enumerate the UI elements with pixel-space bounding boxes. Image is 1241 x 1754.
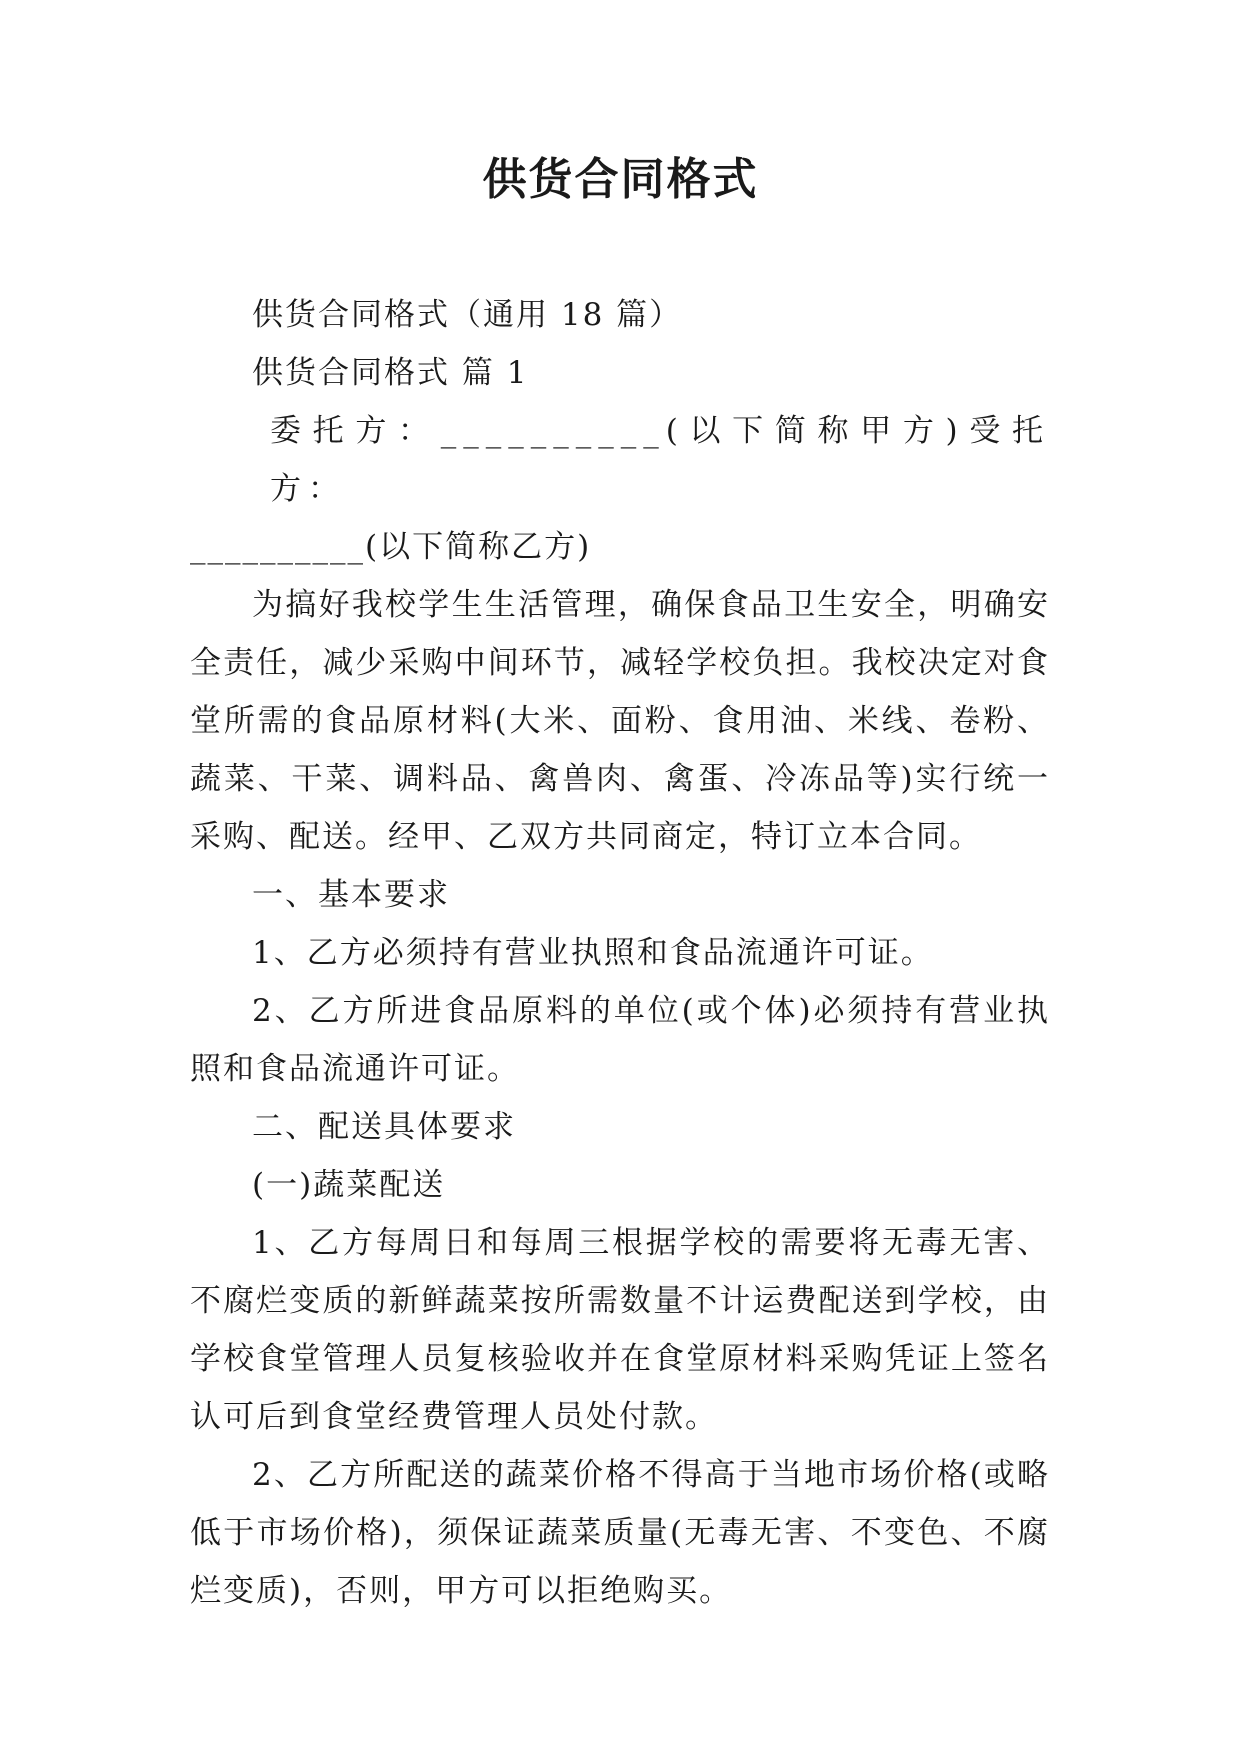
document-subtitle: 供货合同格式（通用 18 篇） [252, 297, 683, 333]
paragraph-requirement-2: 2、乙方所进食品原料的单位(或个体)必须持有营业执照和食品流通许可证。 [190, 993, 1050, 1087]
paragraph-requirement-1: 1、乙方必须持有营业执照和食品流通许可证。 [252, 935, 934, 971]
paragraph-vegetable-1: 1、乙方每周日和每周三根据学校的需要将无毒无害、不腐烂变质的新鲜蔬菜按所需数量不计运费配送到学校，由学校食堂管理人员复核验收并在食堂原材料采购凭证上签名认可后到食堂经费管理人员处付款。 [190, 1225, 1050, 1435]
section-heading: 供货合同格式 篇 1 [252, 355, 529, 391]
paragraph-vegetable-2: 2、乙方所配送的蔬菜价格不得高于当地市场价格(或略低于市场价格)，须保证蔬菜质量(无毒无害、不变色、不腐烂变质)，否则，甲方可以拒绝购买。 [190, 1457, 1050, 1609]
heading-basic-requirements: 一、基本要求 [252, 877, 450, 913]
document-body [190, 286, 1050, 1620]
document-title: 供货合同格式 [482, 154, 759, 205]
parties-line-1: 委托方：__________(以下简称甲方)受托方： [270, 413, 1050, 507]
parties-line-2: __________(以下简称乙方) [190, 529, 592, 565]
heading-delivery-requirements: 二、配送具体要求 [252, 1109, 516, 1145]
paragraph-intro: 为搞好我校学生生活管理，确保食品卫生安全，明确安全责任，减少采购中间环节，减轻学校负担。我校决定对食堂所需的食品原材料(大米、面粉、食用油、米线、卷粉、蔬菜、干菜、调料品、禽兽肉、禽蛋、冷冻品等)实行统一采购、配送。经甲、乙双方共同商定，特订立本合同。 [190, 587, 1050, 855]
heading-vegetable-delivery: (一)蔬菜配送 [252, 1167, 446, 1203]
